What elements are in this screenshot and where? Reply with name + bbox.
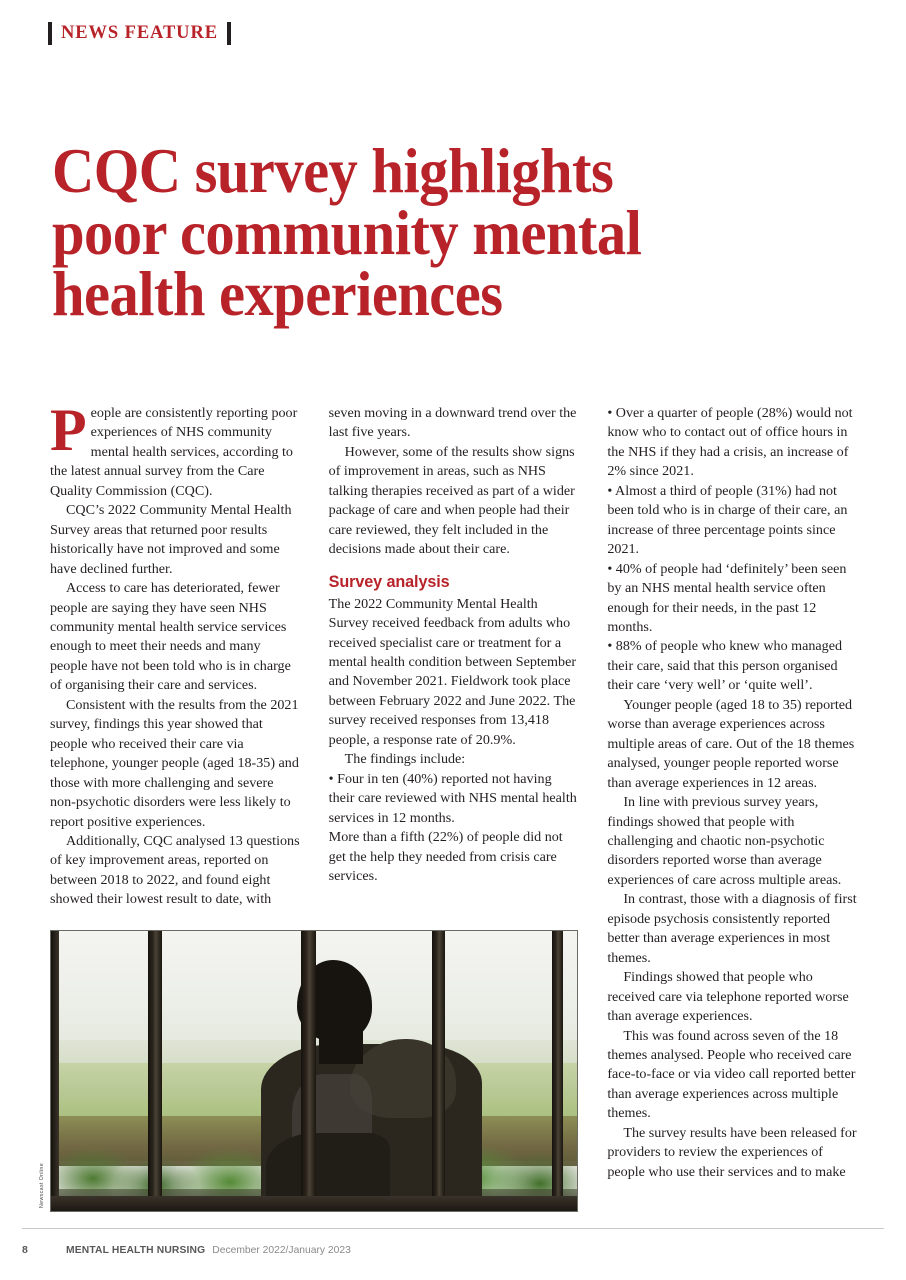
paragraph: This was found across seven of the 18 themes analysed. People who received care face-to-face or via video call reported better than average experiences across multiple themes. xyxy=(607,1027,856,1122)
paragraph: Consistent with the results from the 2021 survey, findings this year showed that people who received their care via telephone, younger people (aged 18-35) and those with more challenging and severe non-psychotic disorders were less likely to report positive experiences. xyxy=(50,696,299,830)
window-mullion-1 xyxy=(148,931,162,1211)
paragraph: Younger people (aged 18 to 35) reported worse than average experiences across multiple areas of care. Out of the 18 themes analysed, younger people reported worse than average experiences in 12 areas. xyxy=(607,696,855,791)
paragraph: However, some of the results show signs of improvement in areas, such as NHS talking therapies received as part of a wider package of care and when people had their care reviewed, they felt included in the decisions made about their care. xyxy=(328,443,575,558)
headline-line-1: CQC survey highlights xyxy=(52,136,614,206)
paragraph: More than a fifth (22%) of people did not get the help they needed from crisis care services. xyxy=(328,829,563,884)
kicker-bar-right xyxy=(227,22,231,45)
kicker-label: NEWS FEATURE xyxy=(61,23,218,43)
page-title xyxy=(52,136,815,330)
photo-image xyxy=(50,930,578,1212)
article-column-3 xyxy=(607,404,858,1182)
bullet-item: • Four in ten (40%) reported not having their care reviewed with NHS mental health services in 12 months. xyxy=(328,770,577,826)
window-mullion-2 xyxy=(301,931,316,1211)
photo-credit: Newscast Online xyxy=(39,1163,45,1208)
bullet-item: • 40% of people had ‘definitely’ been seen by an NHS mental health service often enough for their needs, in the past 12 months. xyxy=(607,560,847,635)
paragraph: Additionally, CQC analysed 13 questions of key improvement areas, reported on between 2018 to 2022, and found eight showed their lowest result to date, with xyxy=(50,832,300,908)
photo-person-silhouette xyxy=(261,960,482,1206)
footer-divider xyxy=(22,1228,884,1229)
bullet-item: • Almost a third of people (31%) had not been told who is in charge of their care, an increase of three percentage points since 2021. xyxy=(607,482,848,558)
article-photo xyxy=(39,930,578,1212)
paragraph xyxy=(50,397,301,501)
kicker-bar-left xyxy=(48,22,52,45)
window-frame-left xyxy=(51,931,59,1211)
page-footer xyxy=(22,1244,351,1256)
paragraph: The survey results have been released for providers to review the experiences of people who use their services and to make xyxy=(607,1124,857,1180)
paragraph: The 2022 Community Mental Health Survey received feedback from adults who received specialist care or treatment for a mental health condition between September and November 2021. Fieldwork took place between February 2022 and June 2022. The survey received responses from 13,418 people, a response rate of 20.9%. xyxy=(328,595,577,748)
window-mullion-4 xyxy=(552,931,564,1211)
paragraph: Findings showed that people who received care via telephone reported worse than average experiences. xyxy=(607,969,849,1025)
issue-date: December 2022/January 2023 xyxy=(212,1245,351,1256)
page-number: 8 xyxy=(22,1244,28,1256)
bullet-item: • 88% of people who knew who managed their care, said that this person organised their care ‘very well’ or ‘quite well’. xyxy=(607,638,843,694)
paragraph: In contrast, those with a diagnosis of first episode psychosis consistently reported better than average experiences in most themes. xyxy=(607,891,857,966)
paragraph: The findings include: xyxy=(344,751,466,768)
kicker xyxy=(48,22,231,45)
headline-line-2: poor community mental xyxy=(52,197,642,268)
bullet-item: • Over a quarter of people (28%) would not know who to contact out of office hours in the NHS if they had a crisis, an increase of 2% since 2021. xyxy=(607,405,853,480)
paragraph: In line with previous survey years, findings showed that people with challenging and chaotic non-psychotic disorders reported worse than average experiences of care across multiple areas. xyxy=(607,794,842,888)
publication-name: MENTAL HEALTH NURSING xyxy=(66,1245,206,1256)
paragraph: seven moving in a downward trend over the last five years. xyxy=(328,405,577,441)
window-sill xyxy=(51,1196,577,1211)
headline-line-3: health experiences xyxy=(52,259,503,330)
section-heading-survey-analysis: Survey analysis xyxy=(328,572,450,591)
paragraph-text: eople are consistently reporting poor experiences of NHS community mental health services, according to the latest annual survey from the Care Quality Commission (CQC). xyxy=(50,405,298,499)
paragraph: CQC’s 2022 Community Mental Health Survey areas that returned poor results historically have not improved and some have declined further. xyxy=(50,502,292,577)
window-mullion-3 xyxy=(432,931,445,1211)
drop-cap: P xyxy=(50,397,87,463)
paragraph: Access to care has deteriorated, fewer people are saying they have seen NHS community mental health service services enough to meet their needs and many people have not been told who is in charge of organising their care and services. xyxy=(50,580,291,694)
